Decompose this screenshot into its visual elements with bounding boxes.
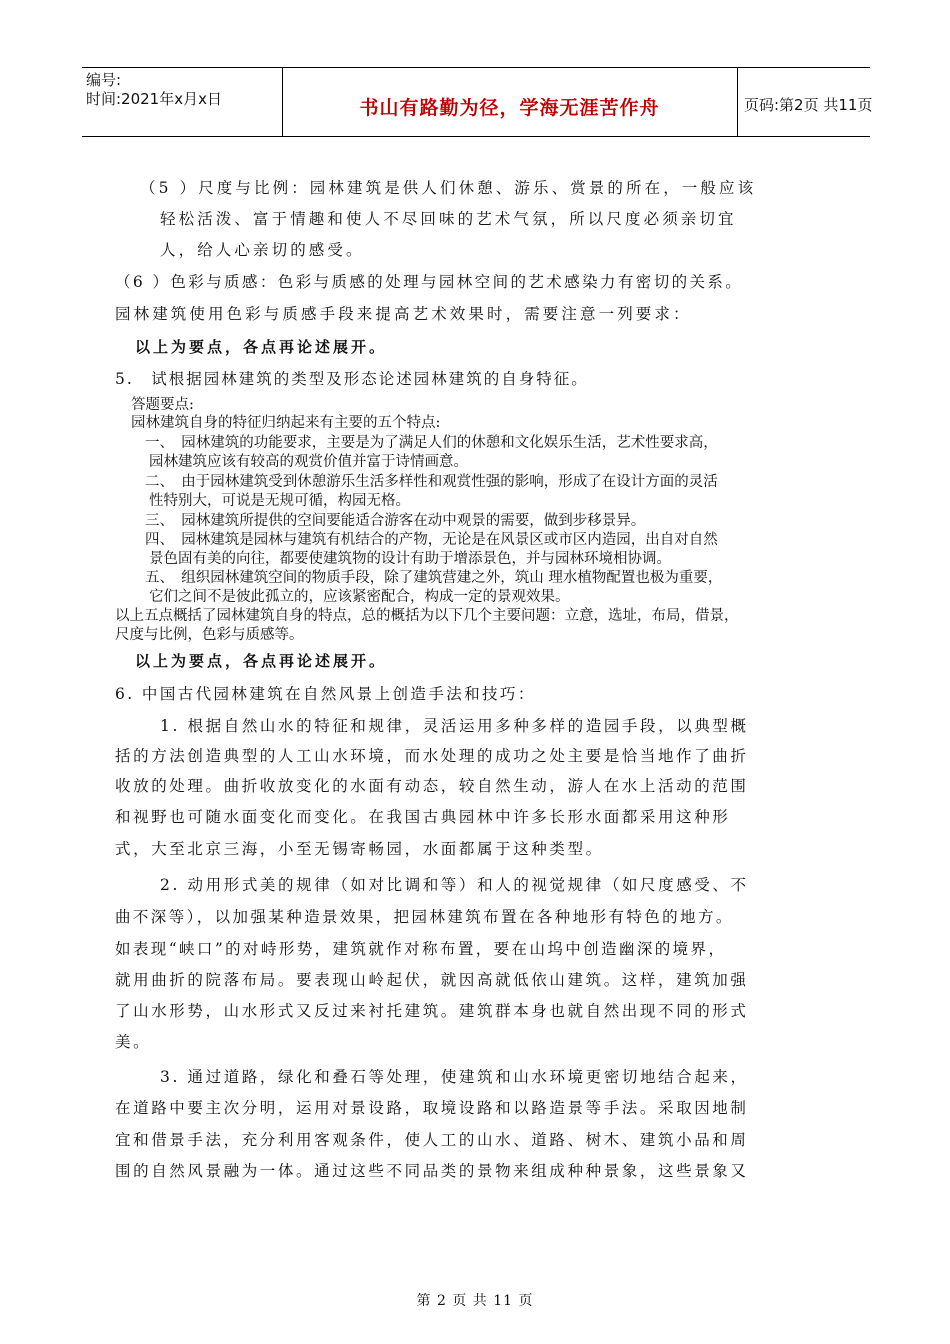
text-line: 了山水形势，山水形式又反过来衬托建筑。建筑群本身也就自然出现不同的形式: [115, 1002, 749, 1020]
text-line: 答题要点:: [131, 397, 194, 413]
text-line: 人，给人心亲切的感受。: [160, 241, 365, 259]
text-line: 性特别大，可说是无规可循，构园无格。: [149, 493, 410, 509]
text-line: 尺度与比例，色彩与质感等。: [115, 627, 304, 643]
text-line: （6 ）色彩与质感：色彩与质感的处理与园林空间的艺术感染力有密切的关系。: [115, 273, 744, 291]
page-header: [82, 67, 873, 137]
text-line: 美。: [115, 1033, 152, 1051]
text-line: （5 ）尺度与比例：园林建筑是供人们休憩、游乐、赏景的所在，一般应该: [140, 179, 757, 197]
header-page-cell: [738, 68, 873, 136]
header-motto-cell: [282, 68, 738, 136]
text-line: 括的方法创造典型的人工山水环境，而水处理的成功之处主要是恰当地作了曲折: [115, 747, 749, 765]
text-line: 园林建筑应该有较高的观赏价值并富于诗情画意。: [149, 454, 468, 470]
text-line: 和视野也可随水面变化而变化。在我国古典园林中许多长形水面都采用这种形: [115, 808, 731, 826]
text-line: 如表现“峡口”的对峙形势，建筑就作对称布置，要在山坞中创造幽深的境界，: [115, 940, 727, 958]
header-meta-cell: [82, 68, 283, 136]
text-line: 以上五点概括了园林建筑自身的特点，总的概括为以下几个主要问题：立意，选址，布局，借景，: [115, 608, 739, 624]
text-line: 围的自然风景融为一体。通过这些不同品类的景物来组成种种景象，这些景象又: [115, 1162, 749, 1180]
motto: 书山有路勤为径，学海无涯苦作舟: [359, 97, 660, 119]
text-line: 曲不深等），以加强某种造景效果，把园林建筑布置在各种地形有特色的地方。: [115, 908, 734, 926]
text-line: 一、 园林建筑的功能要求，主要是为了满足人们的休憩和文化娱乐生活，艺术性要求高，: [145, 435, 718, 451]
text-line: 它们之间不是彼此孤立的，应该紧密配合，构成一定的景观效果。: [149, 589, 570, 605]
text-line: 2. 动用形式美的规律（如对比调和等）和人的视觉规律（如尺度感受、不: [160, 876, 749, 894]
page-footer: 第 2 页 共 11 页: [416, 1293, 534, 1309]
text-line: 四、 园林建筑是园林与建筑有机结合的产物，无论是在风景区或市区内造园，出自对自然: [145, 532, 718, 548]
text-line: 收放的处理。曲折收放变化的水面有动态，较自然生动，游人在水上活动的范围: [115, 777, 749, 795]
text-line: 五、 组织园林建筑空间的物质手段，除了建筑营建之外，筑山 理水植物配置也极为重要，: [145, 570, 723, 586]
question-line: 5. 试根据园林建筑的类型及形态论述园林建筑的自身特征。: [115, 370, 589, 388]
text-line: 3. 通过道路，绿化和叠石等处理，使建筑和山水环境更密切地结合起来，: [160, 1068, 749, 1086]
emphasis-line: 以上为要点，各点再论述展开。: [135, 652, 388, 670]
code-label: 编号:: [86, 71, 122, 89]
text-line: 景色固有美的向往，都要使建筑物的设计有助于增添景色，并与园林环境相协调。: [149, 551, 671, 567]
page-info: 页码:第2页 共11页: [744, 96, 873, 114]
question-line: 6. 中国古代园林建筑在自然风景上创造手法和技巧：: [115, 685, 536, 703]
text-line: 就用曲折的院落布局。要表现山岭起伏，就因高就低依山建筑。这样，建筑加强: [115, 971, 749, 989]
text-line: 二、 由于园林建筑受到休憩游乐生活多样性和观赏性强的影响，形成了在设计方面的灵活: [145, 474, 718, 490]
text-line: 在道路中要主次分明，运用对景设路，取境设路和以路造景等手法。采取因地制: [115, 1099, 749, 1117]
text-line: 宜和借景手法，充分利用客观条件，使人工的山水、道路、树木、建筑小品和周: [115, 1131, 749, 1149]
emphasis-line: 以上为要点，各点再论述展开。: [135, 338, 388, 356]
date-label: 时间:2021年x月x日: [86, 90, 222, 108]
text-line: 轻松活泼、富于情趣和使人不尽回味的艺术气氛，所以尺度必须亲切宜: [160, 210, 737, 228]
text-line: 式，大至北京三海，小至无锡寄畅园，水面都属于这种类型。: [115, 840, 604, 858]
text-line: 1. 根据自然山水的特征和规律，灵活运用多种多样的造园手段，以典型概: [160, 717, 749, 735]
text-line: 园林建筑自身的特征归纳起来有主要的五个特点:: [131, 415, 441, 431]
text-line: 园林建筑使用色彩与质感手段来提高艺术效果时，需要注意一列要求：: [115, 305, 692, 323]
text-line: 三、 园林建筑所提供的空间要能适合游客在动中观景的需要，做到步移景异。: [145, 513, 646, 529]
